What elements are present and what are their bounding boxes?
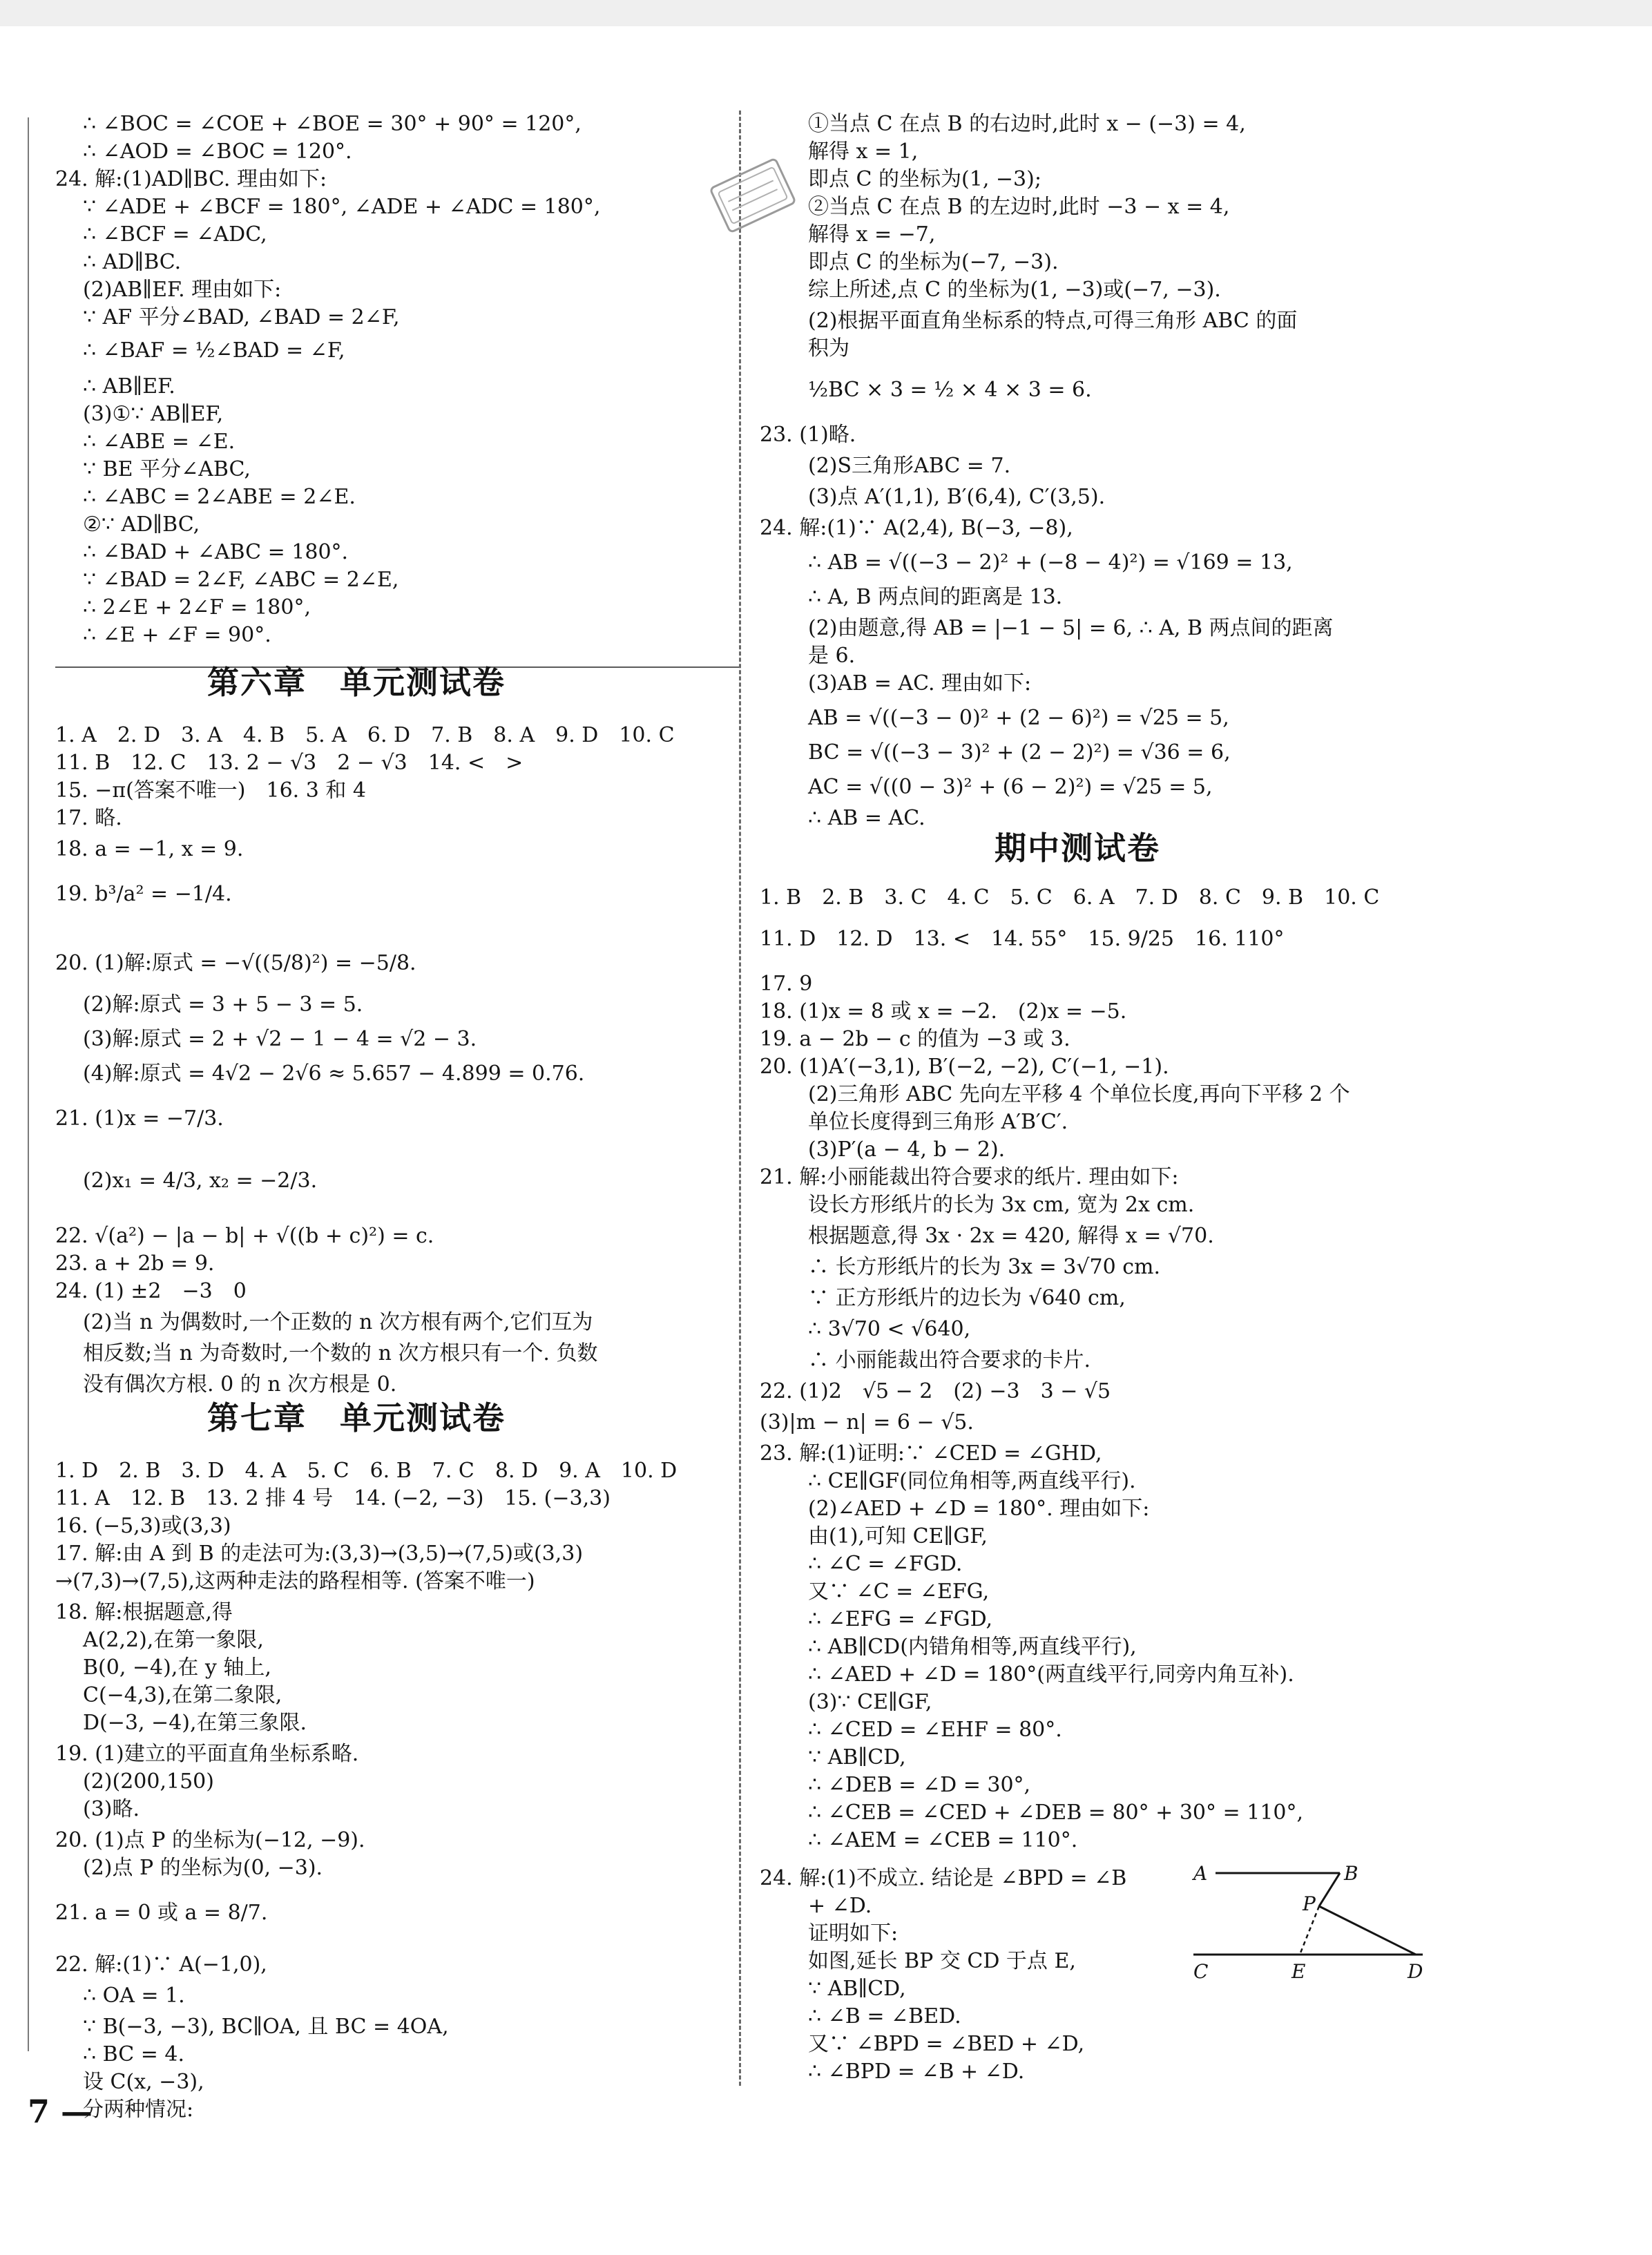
answer-line: BC = √((−3 − 3)² + (2 − 2)²) = √36 = 6, <box>808 740 1231 765</box>
answer-line: 19. b³/a² = −1/4. <box>55 882 232 906</box>
label-d: D <box>1408 1960 1423 1982</box>
answer-line: (3)AB = AC. 理由如下: <box>808 671 1032 695</box>
answer-line: (2)x₁ = 4/3, x₂ = −2/3. <box>83 1169 318 1193</box>
answer-line: 如图,延长 BP 交 CD 于点 E, <box>808 1949 1076 1973</box>
answer-line: ∴ ∠DEB = ∠D = 30°, <box>808 1773 1031 1797</box>
answer-line: 19. a − 2b − c 的值为 −3 或 3. <box>760 1027 1070 1051</box>
label-p: P <box>1303 1892 1316 1915</box>
answer-line: ∴ OA = 1. <box>83 1984 185 2008</box>
segment-pd <box>1319 1906 1416 1955</box>
answer-line: ∴ 长方形纸片的长为 3x = 3√70 cm. <box>808 1255 1160 1279</box>
answer-line: D(−3, −4),在第三象限. <box>83 1711 307 1735</box>
answer-line: ∴ ∠B = ∠BED. <box>808 2004 961 2028</box>
answer-line: 18. 解:根据题意,得 <box>55 1600 233 1624</box>
answer-line: ∴ ∠BCF = ∠ADC, <box>83 222 267 247</box>
answer-line: ∴ ∠AED + ∠D = 180°(两直线平行,同旁内角互补). <box>808 1662 1294 1687</box>
answer-line: ∴ AB∥CD(内错角相等,两直线平行), <box>808 1635 1137 1659</box>
answer-line: 17. 解:由 A 到 B 的走法可为:(3,3)→(3,5)→(7,5)或(3,3) <box>55 1542 584 1566</box>
answer-line: ∴ ∠ABC = 2∠ABE = 2∠E. <box>83 485 356 509</box>
answer-line: (4)解:原式 = 4√2 − 2√6 ≈ 5.657 − 4.899 = 0.76. <box>83 1062 585 1086</box>
label-c: C <box>1193 1960 1209 1982</box>
answer-line: ∴ AB = √((−3 − 2)² + (−8 − 4)²) = √169 = 13, <box>808 550 1293 575</box>
answer-line: ∵ AB∥CD, <box>808 1977 906 2001</box>
answer-line: 24. 解:(1)AD∥BC. 理由如下: <box>55 167 327 191</box>
answer-line: ∴ 3√70 < √640, <box>808 1317 971 1341</box>
answer-line: 20. (1)点 P 的坐标为(−12, −9). <box>55 1828 365 1852</box>
answer-line: ∴ BC = 4. <box>83 2042 185 2066</box>
answer-line: (2)点 P 的坐标为(0, −3). <box>83 1856 323 1880</box>
answer-line: 20. (1)解:原式 = −√((5/8)²) = −5/8. <box>55 951 416 975</box>
answer-line: ∵ BE 平分∠ABC, <box>83 457 251 481</box>
stamp-icon <box>699 144 806 247</box>
geometry-figure <box>1188 1865 1437 1982</box>
page-number: 7 — <box>28 2093 93 2130</box>
answer-line: 18. (1)x = 8 或 x = −2. (2)x = −5. <box>760 999 1127 1024</box>
label-e: E <box>1291 1960 1306 1982</box>
answer-line: 没有偶次方根. 0 的 n 次方根是 0. <box>83 1372 397 1397</box>
answer-line: ∴ 小丽能裁出符合要求的卡片. <box>808 1348 1091 1372</box>
answer-line: ½BC × 3 = ½ × 4 × 3 = 6. <box>808 378 1092 402</box>
answer-line: ②当点 C 在点 B 的左边时,此时 −3 − x = 4, <box>808 195 1230 219</box>
answer-line: ∴ ∠CED = ∠EHF = 80°. <box>808 1718 1062 1742</box>
label-a: A <box>1193 1865 1208 1885</box>
answer-line: ∴ ∠AEM = ∠CEB = 110°. <box>808 1828 1078 1852</box>
answer-line: B(0, −4),在 y 轴上, <box>83 1656 271 1680</box>
answer-line: AC = √((0 − 3)² + (6 − 2)²) = √25 = 5, <box>808 775 1213 799</box>
answer-line: 21. a = 0 或 a = 8/7. <box>55 1901 268 1925</box>
answer-line: (2)(200,150) <box>83 1769 214 1794</box>
answer-line: 根据题意,得 3x · 2x = 420, 解得 x = √70. <box>808 1224 1214 1248</box>
answer-line: (2)S三角形ABC = 7. <box>808 454 1011 478</box>
answer-line: ∴ AB∥EF. <box>83 374 175 399</box>
answer-line: 即点 C 的坐标为(−7, −3). <box>808 250 1059 274</box>
answer-line: ∵ ∠ADE + ∠BCF = 180°, ∠ADE + ∠ADC = 180°, <box>83 195 601 219</box>
answer-line: (2)∠AED + ∠D = 180°. 理由如下: <box>808 1497 1150 1521</box>
answer-line: ∴ CE∥GF(同位角相等,两直线平行). <box>808 1469 1136 1493</box>
answer-line: ∵ AB∥CD, <box>808 1745 906 1769</box>
answer-line: ∴ ∠BPD = ∠B + ∠D. <box>808 2060 1025 2084</box>
answer-line: 24. 解:(1)∵ A(2,4), B(−3, −8), <box>760 516 1073 540</box>
answer-line: 21. 解:小丽能裁出符合要求的纸片. 理由如下: <box>760 1165 1179 1189</box>
answer-line: 23. (1)略. <box>760 423 856 447</box>
answer-line: 17. 9 <box>760 972 813 996</box>
answer-line: 1. A 2. D 3. A 4. B 5. A 6. D 7. B 8. A 9. D 10. C <box>55 723 675 747</box>
answer-line: 22. √(a²) − |a − b| + √((b + c)²) = c. <box>55 1224 434 1248</box>
answer-line: 相反数;当 n 为奇数时,一个数的 n 次方根只有一个. 负数 <box>83 1341 598 1365</box>
answer-line: 24. (1) ±2 −3 0 <box>55 1279 247 1303</box>
answer-line: (2)三角形 ABC 先向左平移 4 个单位长度,再向下平移 2 个 <box>808 1082 1350 1106</box>
column-divider <box>739 111 741 2086</box>
answer-line: ∴ A, B 两点间的距离是 13. <box>808 585 1063 609</box>
answer-line: ∵ B(−3, −3), BC∥OA, 且 BC = 4OA, <box>83 2015 449 2039</box>
answer-line: 17. 略. <box>55 806 122 830</box>
answer-line: (3)|m − n| = 6 − √5. <box>760 1410 974 1434</box>
answer-line: ∵ 正方形纸片的边长为 √640 cm, <box>808 1286 1126 1310</box>
answer-line: ∴ ∠BAF = ½∠BAD = ∠F, <box>83 338 345 363</box>
answer-line: 设长方形纸片的长为 3x cm, 宽为 2x cm. <box>808 1193 1195 1217</box>
answer-line: 18. a = −1, x = 9. <box>55 837 244 861</box>
answer-line: 23. 解:(1)证明:∵ ∠CED = ∠GHD, <box>760 1441 1102 1466</box>
answer-line: ∴ ∠E + ∠F = 90°. <box>83 623 271 647</box>
answer-line: 15. −π(答案不唯一) 16. 3 和 4 <box>55 778 366 803</box>
answer-line: 11. A 12. B 13. 2 排 4 号 14. (−2, −3) 15. (−3,3) <box>55 1486 611 1510</box>
answer-line: 23. a + 2b = 9. <box>55 1251 215 1276</box>
answer-line: 积为 <box>808 336 849 361</box>
answer-line: (2)由题意,得 AB = |−1 − 5| = 6, ∴ A, B 两点间的距离 <box>808 616 1334 640</box>
answer-line: 即点 C 的坐标为(1, −3); <box>808 167 1041 191</box>
scan-top-edge <box>0 0 1652 26</box>
answer-line: ∴ ∠ABE = ∠E. <box>83 430 236 454</box>
answer-line: C(−4,3),在第二象限, <box>83 1683 282 1707</box>
answer-line: 1. D 2. B 3. D 4. A 5. C 6. B 7. C 8. D 9. A 10. D <box>55 1459 678 1483</box>
answer-line: ∴ ∠BOC = ∠COE + ∠BOE = 30° + 90° = 120°, <box>83 112 582 136</box>
answer-line: 由(1),可知 CE∥GF, <box>808 1524 988 1548</box>
section-heading-chapter-6: 第六章 单元测试卷 <box>207 664 506 701</box>
answer-line: 证明如下: <box>808 1921 899 1946</box>
answer-line: (2)解:原式 = 3 + 5 − 3 = 5. <box>83 992 363 1017</box>
answer-line: (2)当 n 为偶数时,一个正数的 n 次方根有两个,它们互为 <box>83 1310 593 1334</box>
section-heading-midterm: 期中测试卷 <box>995 829 1160 867</box>
answer-line: 19. (1)建立的平面直角坐标系略. <box>55 1742 359 1766</box>
answer-line: →(7,3)→(7,5),这两种走法的路程相等. (答案不唯一) <box>55 1569 535 1593</box>
answer-line: 是 6. <box>808 644 856 668</box>
answer-line: 解得 x = −7, <box>808 222 936 247</box>
answer-line: (2)根据平面直角坐标系的特点,可得三角形 ABC 的面 <box>808 309 1298 333</box>
answer-line: 20. (1)A′(−3,1), B′(−2, −2), C′(−1, −1). <box>760 1055 1169 1079</box>
answer-line: 22. 解:(1)∵ A(−1,0), <box>55 1952 267 1977</box>
answer-line: ∵ ∠BAD = 2∠F, ∠ABC = 2∠E, <box>83 568 399 592</box>
answer-line: ∴ ∠C = ∠FGD. <box>808 1552 963 1576</box>
answer-line: ∴ AD∥BC. <box>83 250 182 274</box>
answer-line: ∴ ∠AOD = ∠BOC = 120°. <box>83 140 352 164</box>
section-heading-chapter-7: 第七章 单元测试卷 <box>207 1399 506 1437</box>
answer-line: 单位长度得到三角形 A′B′C′. <box>808 1110 1068 1134</box>
answer-line: 分两种情况: <box>83 2098 194 2122</box>
binding-edge <box>28 117 29 2051</box>
answer-line: ∴ ∠EFG = ∠FGD, <box>808 1607 993 1631</box>
answer-line: 22. (1)2 √5 − 2 (2) −3 3 − √5 <box>760 1379 1111 1403</box>
answer-line: (3)点 A′(1,1), B′(6,4), C′(3,5). <box>808 485 1106 509</box>
answer-line: ∴ ∠BAD + ∠ABC = 180°. <box>83 540 349 564</box>
answer-line: (3)解:原式 = 2 + √2 − 1 − 4 = √2 − 3. <box>83 1027 477 1051</box>
answer-line: 解得 x = 1, <box>808 140 919 164</box>
answer-line: ∴ ∠CEB = ∠CED + ∠DEB = 80° + 30° = 110°, <box>808 1801 1304 1825</box>
answer-line: 设 C(x, −3), <box>83 2070 204 2094</box>
answer-line: (3)∵ CE∥GF, <box>808 1690 932 1714</box>
answer-line: ∴ 2∠E + 2∠F = 180°, <box>83 595 311 620</box>
answer-line: 综上所述,点 C 的坐标为(1, −3)或(−7, −3). <box>808 278 1221 302</box>
label-b: B <box>1344 1865 1358 1885</box>
answer-line: A(2,2),在第一象限, <box>83 1628 264 1652</box>
answer-line: AB = √((−3 − 0)² + (2 − 6)²) = √25 = 5, <box>808 706 1229 730</box>
answer-line: ∴ AB = AC. <box>808 806 925 830</box>
answer-line: (3)①∵ AB∥EF, <box>83 402 224 426</box>
answer-line: (2)AB∥EF. 理由如下: <box>83 278 282 302</box>
answer-line: (3)略. <box>83 1797 140 1821</box>
answer-line: ①当点 C 在点 B 的右边时,此时 x − (−3) = 4, <box>808 112 1246 136</box>
answer-line: 又∵ ∠BPD = ∠BED + ∠D, <box>808 2032 1085 2056</box>
answer-line: 21. (1)x = −7/3. <box>55 1106 224 1131</box>
answer-line: ②∵ AD∥BC, <box>83 512 200 537</box>
answer-line: 1. B 2. B 3. C 4. C 5. C 6. A 7. D 8. C 9. B 10. C <box>760 885 1380 910</box>
answer-line: (3)P′(a − 4, b − 2). <box>808 1138 1006 1162</box>
answer-line: 11. B 12. C 13. 2 − √3 2 − √3 14. < > <box>55 751 524 775</box>
segment-bp <box>1319 1873 1340 1906</box>
answer-line: + ∠D. <box>808 1894 872 1918</box>
answer-line: 11. D 12. D 13. < 14. 55° 15. 9/25 16. 110° <box>760 927 1285 951</box>
answer-line: 16. (−5,3)或(3,3) <box>55 1514 231 1538</box>
answer-line: ∵ AF 平分∠BAD, ∠BAD = 2∠F, <box>83 305 400 329</box>
answer-line: 又∵ ∠C = ∠EFG, <box>808 1580 990 1604</box>
answer-line: 24. 解:(1)不成立. 结论是 ∠BPD = ∠B <box>760 1866 1127 1890</box>
